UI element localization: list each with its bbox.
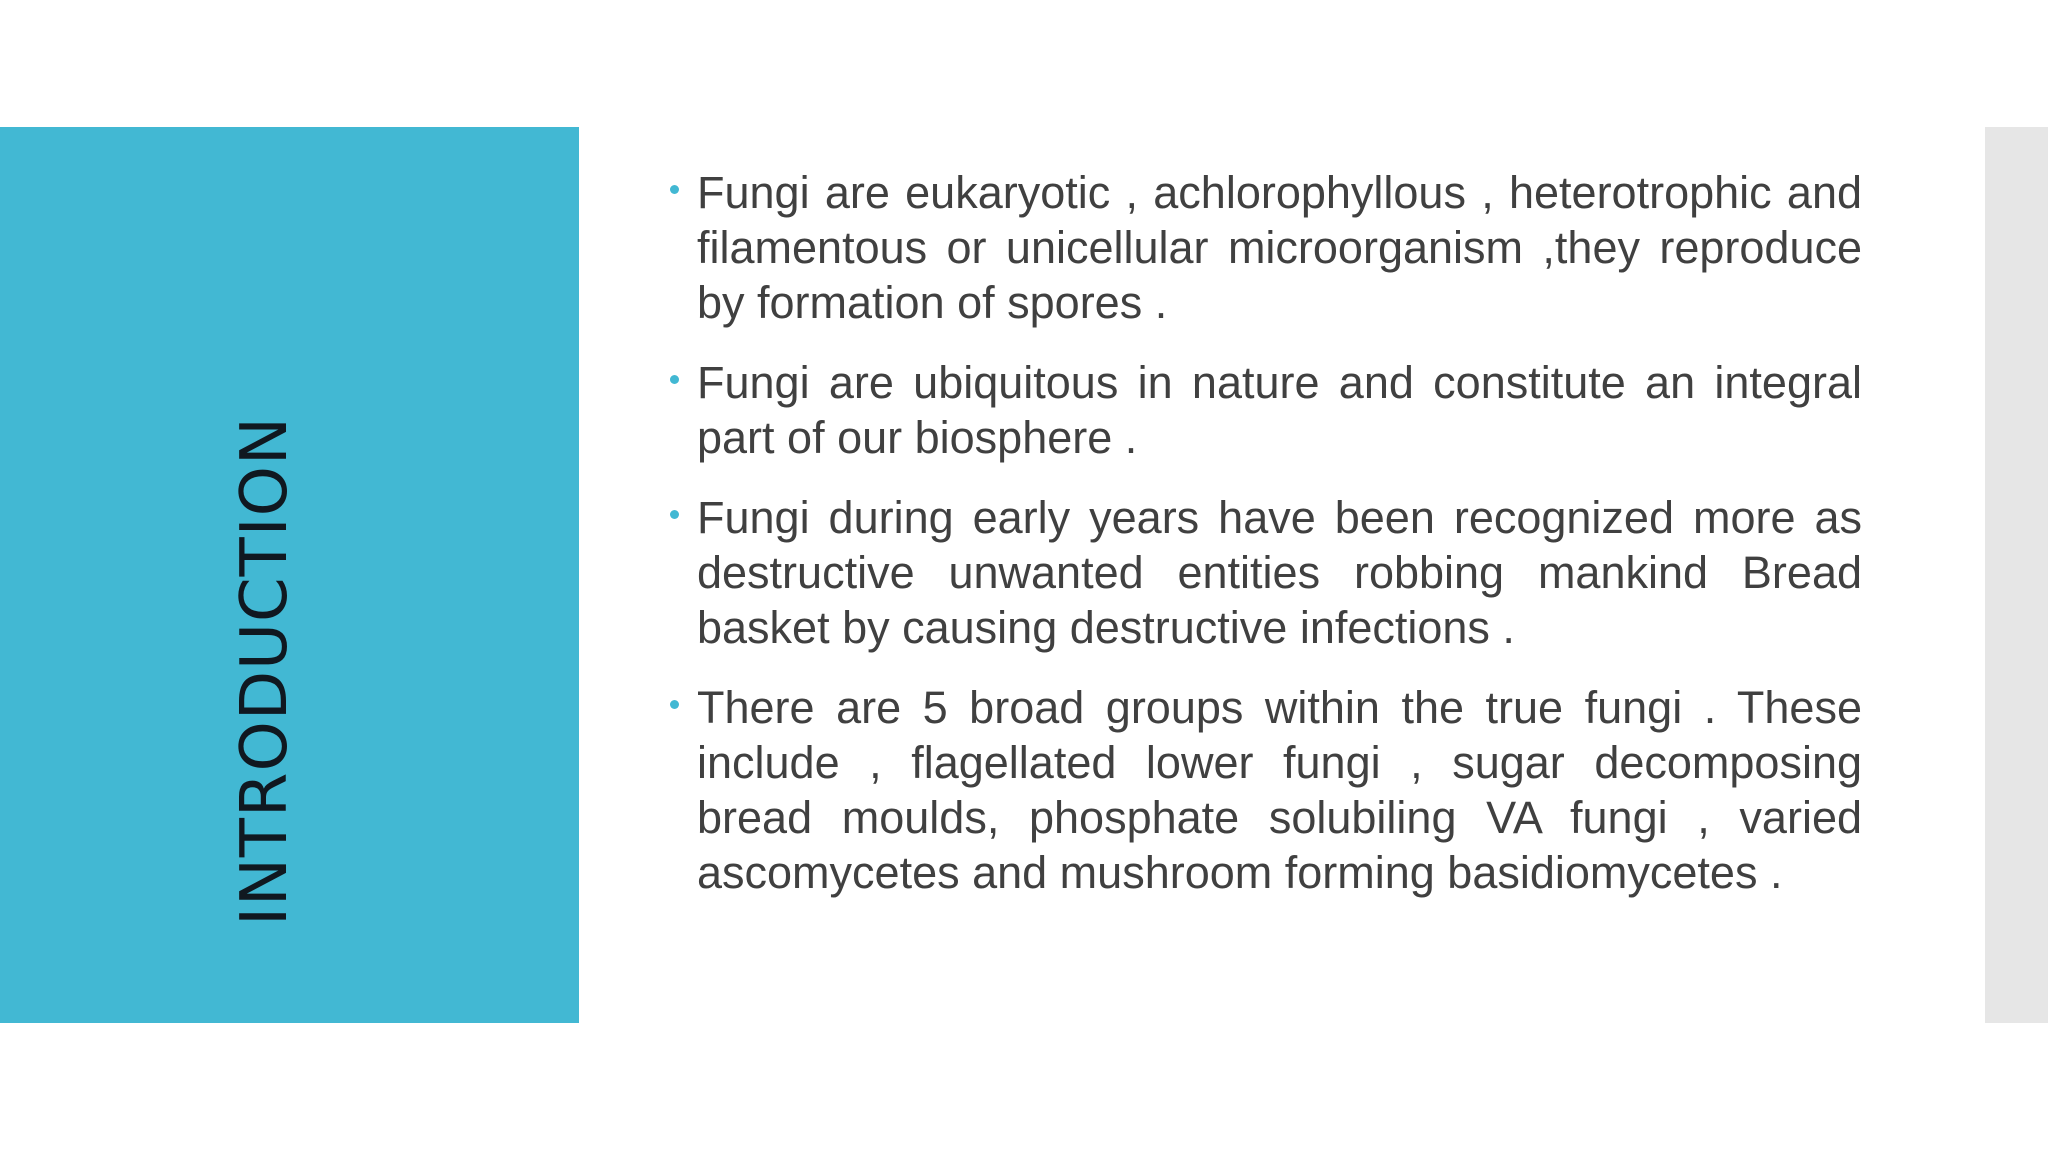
- bullet-item: [668, 355, 1862, 465]
- slide-title: INTRODUCTION: [228, 416, 302, 926]
- bullet-item: [668, 680, 1862, 900]
- side-accent-bar: [1985, 127, 2048, 1023]
- bullet-text: Fungi are eukaryotic , achlorophyllous , heterotrophic and filamentous or unicellular microorganism ,they reproduce by formation of spores .: [697, 167, 1862, 328]
- bullet-dot-icon: [670, 510, 679, 519]
- bullet-dot-icon: [670, 375, 679, 384]
- bullet-dot-icon: [670, 700, 679, 709]
- bullet-item: [668, 165, 1862, 330]
- bullet-item: [668, 490, 1862, 655]
- bullet-list: [668, 165, 1862, 900]
- title-panel: [0, 127, 579, 1023]
- content-area: [668, 165, 1862, 925]
- bullet-text: Fungi during early years have been recognized more as destructive unwanted entities robbing mankind Bread basket by causing destructive infections .: [697, 492, 1862, 653]
- bullet-text: There are 5 broad groups within the true fungi . These include , flagellated lower fungi , sugar decomposing bread moulds, phosphate solubiling VA fungi , varied ascomycetes and mushroom forming basidiomycetes .: [697, 682, 1862, 898]
- bullet-text: Fungi are ubiquitous in nature and constitute an integral part of our biosphere .: [697, 357, 1862, 463]
- bullet-dot-icon: [670, 185, 679, 194]
